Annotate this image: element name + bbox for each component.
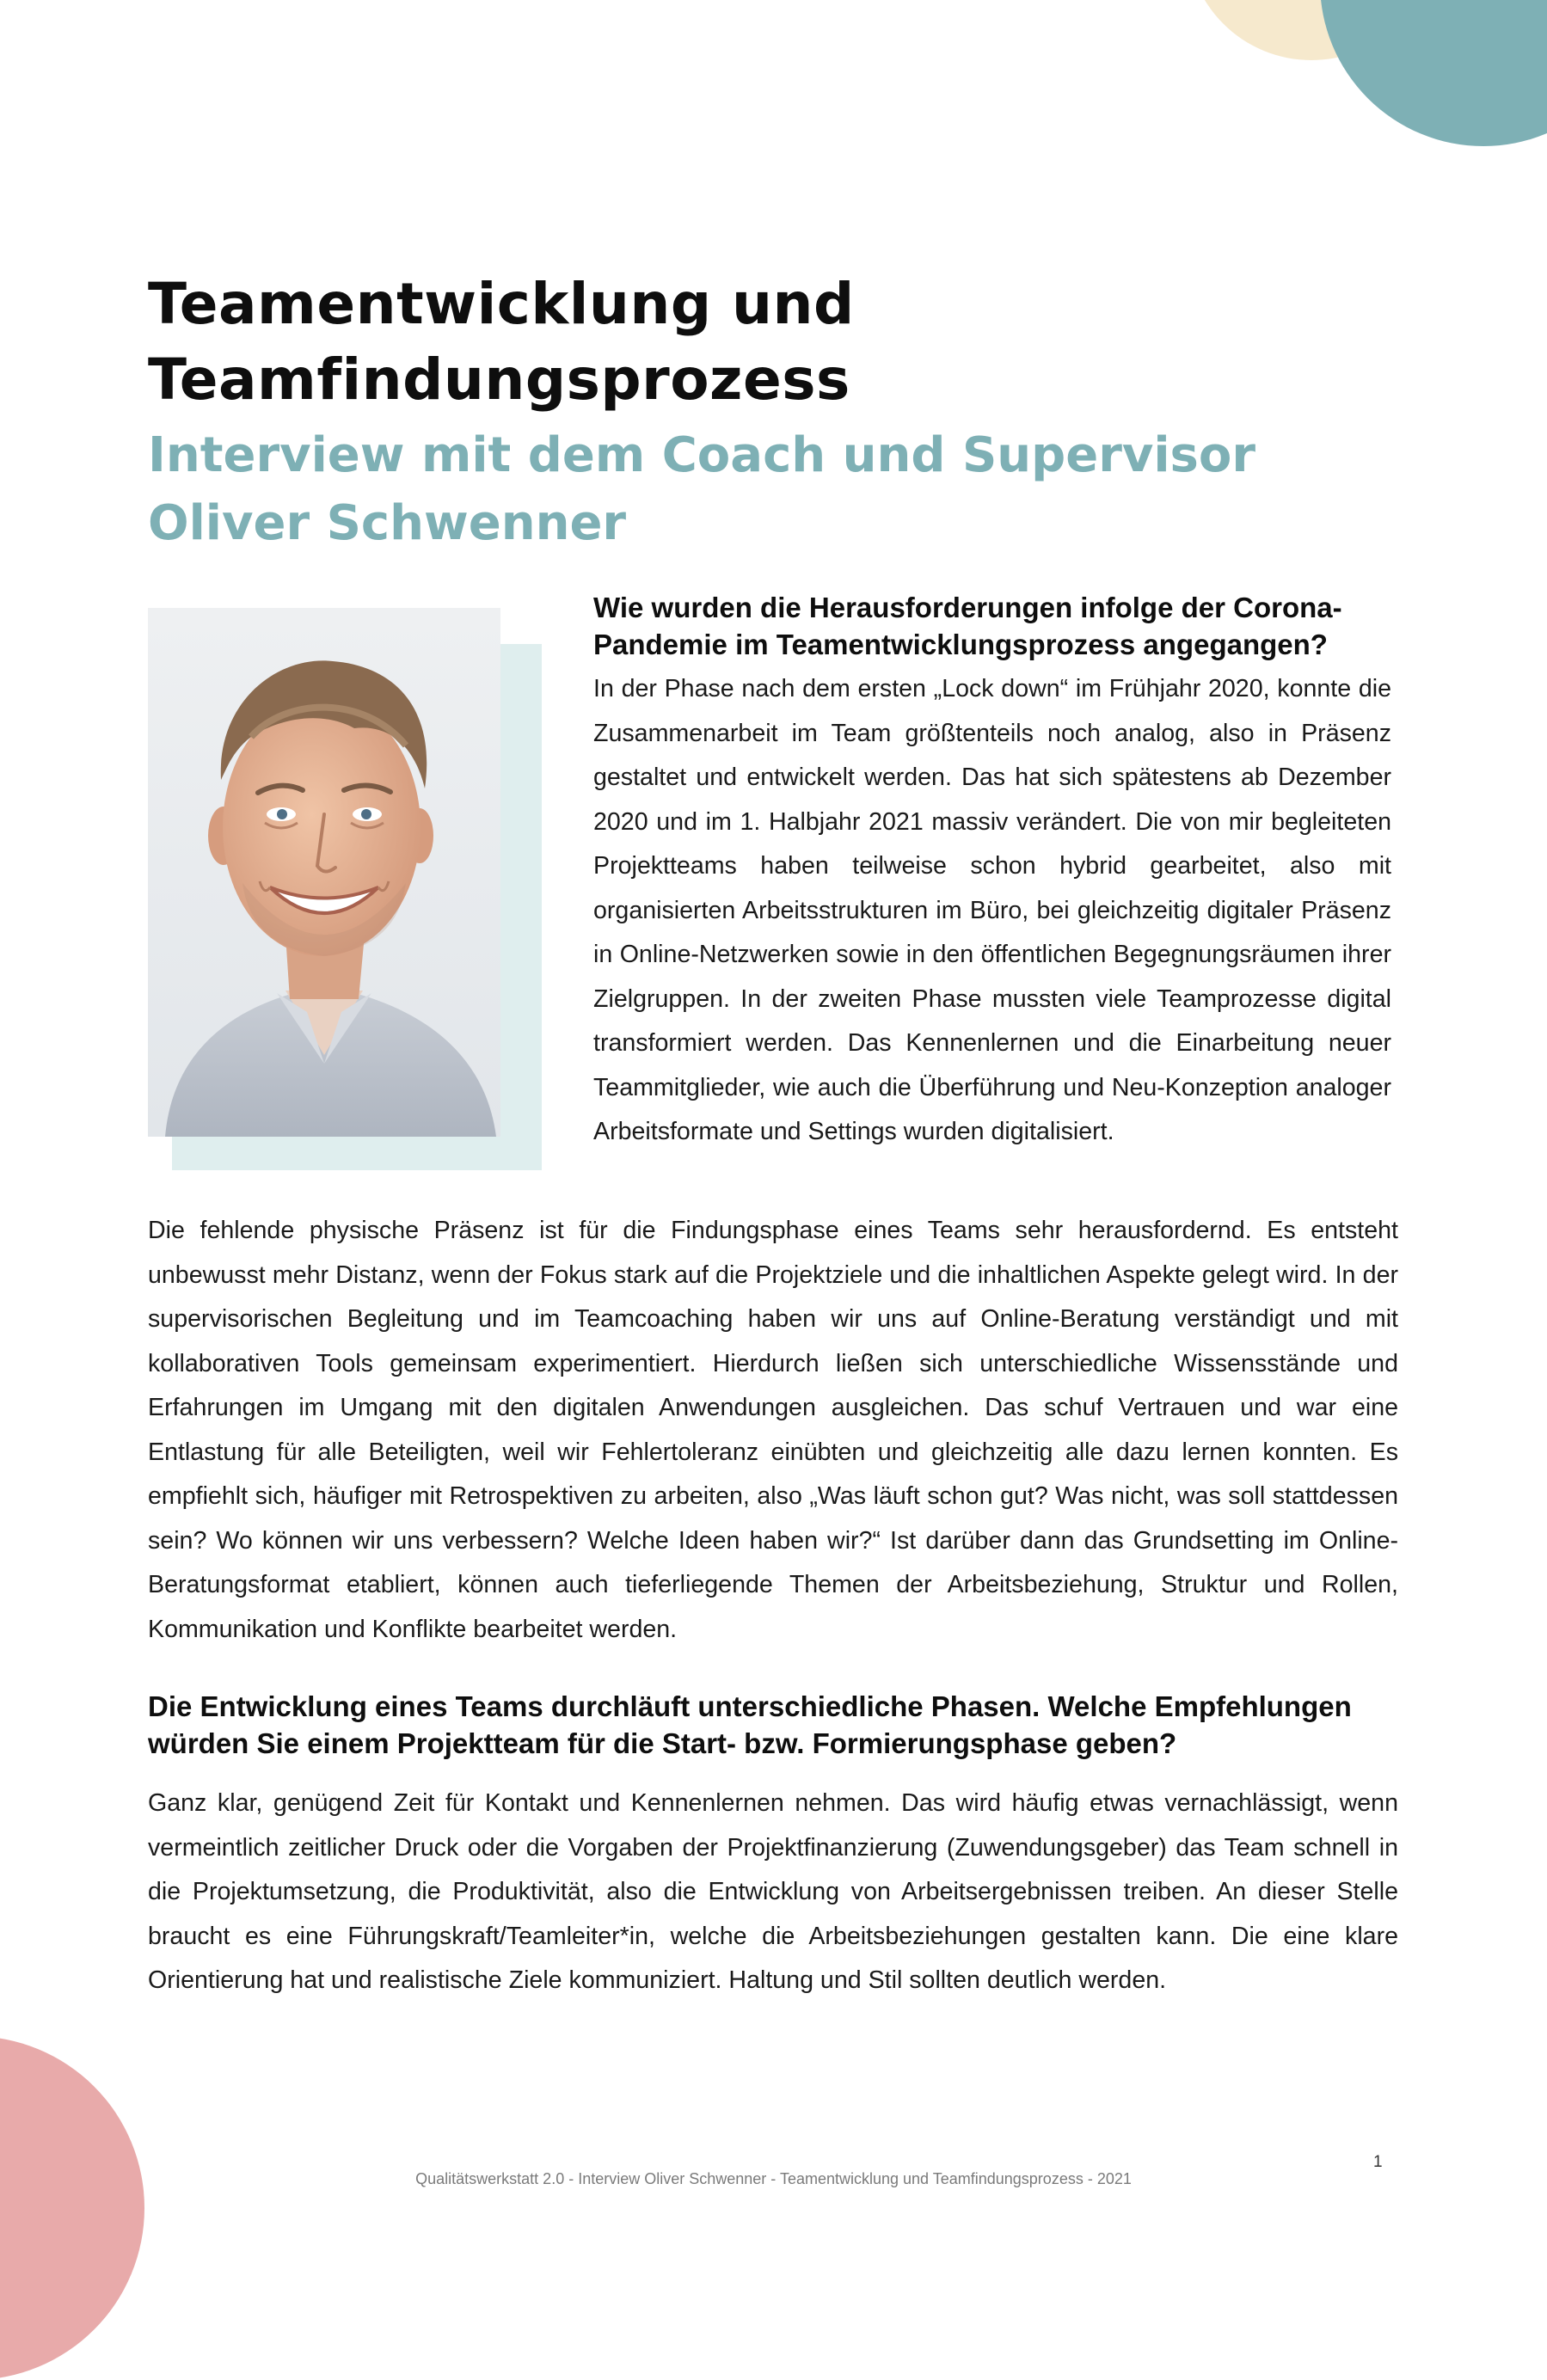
question-2: Die Entwicklung eines Teams durchläuft unterschiedliche Phasen. Welche Empfehlungen würden Sie einem Projektteam für die Start- bzw. Formierungsphase geben? — [148, 1690, 1352, 1759]
decorative-circle-pink — [0, 2036, 144, 2380]
subtitle-line-2: Oliver Schwenner — [148, 495, 627, 551]
answer-1-paragraph: In der Phase nach dem ersten „Lock down“ im Frühjahr 2020, konnte die Zusammenarbeit im Team größtenteils noch analog, also in Präsenz gestaltet und entwickelt werden. Das hat sich spätestens ab Dezember 2020 und im 1. Halbjahr 2021 massiv verändert. Die von mir begleiteten Projektteams haben teilweise schon hybrid gearbeitet, also mit organisierten Arbeitsstrukturen im Büro, bei gleichzeitig digitaler Präsenz in Online-Netzwerken sowie in den öffentlichen Begegnungsräumen ihrer Zielgruppen. In der zweiten Phase mussten viele Teamprozesse digital transformiert werden. Das Kennenlernen und die Einarbeitung neuer Teammitglieder, wie auch die Überführung und Neu-Konzeption analoger Arbeitsformate und Settings wurden digitalisiert. — [593, 675, 1391, 1145]
page-subtitle — [148, 421, 1255, 557]
subtitle-line-1: Interview mit dem Coach und Supervisor — [148, 427, 1255, 483]
title-line-2: Teamfindungsprozess — [148, 347, 850, 413]
portrait-photo — [148, 608, 500, 1137]
decorative-circle-teal — [1320, 0, 1547, 146]
answer-1-continuation: Die fehlende physische Präsenz ist für die Findungsphase eines Teams sehr herausfordernd. Es entsteht unbewusst mehr Distanz, wenn der Fokus stark auf die Projektziele und die inhaltlichen Aspekte gelegt wird. In der supervisorischen Begleitung und im Teamcoaching haben wir uns auf Online-Beratung verständigt und mit kollaborativen Tools gemeinsam experimentiert. Hierdurch ließen sich unterschiedliche Wissensstände und Erfahrungen im Umgang mit den digitalen Anwendungen ausgleichen. Das schuf Vertrauen und war eine Entlastung für alle Beteiligten, weil wir Fehlertoleranz einübten und gleichzeitig alle dazu lernen konnten. Es empfiehlt sich, häufiger mit Retrospektiven zu arbeiten, also „Was läuft schon gut? Was nicht, was soll stattdessen sein? Wo können wir uns verbessern? Welche Ideen haben wir?“ Ist darüber dann das Grundsetting im Online-Beratungsformat etabliert, können auch tieferliegende Themen der Arbeitsbeziehung, Struktur und Rollen, Kommunikation und Konflikte bearbeitet werden. — [148, 1217, 1398, 1643]
title-line-1: Teamentwicklung und — [148, 271, 855, 337]
page-title — [148, 267, 855, 418]
portrait-figure — [148, 608, 543, 1171]
answer-2-paragraph: Ganz klar, genügend Zeit für Kontakt und Kennenlernen nehmen. Das wird häufig etwas vernachlässigt, wenn vermeintlich zeitlicher Druck oder die Vorgaben der Projektfinanzierung (Zuwendungsgeber) das Team schnell in die Projektumsetzung, die Produktivität, also die Entwicklung von Arbeitsergebnissen treiben. An dieser Stelle braucht es eine Führungskraft/Teamleiter*in, welche die Arbeitsbeziehungen gestalten kann. Die eine klare Orientierung hat und realistische Ziele kommuniziert. Haltung und Stil sollten deutlich werden. — [148, 1789, 1398, 1994]
question-1: Wie wurden die Herausforderungen infolge der Corona-Pandemie im Teamentwicklungsprozess angegangen? — [593, 592, 1342, 660]
page-number: 1 — [1373, 2153, 1383, 2171]
page-footer: Qualitätswerkstatt 2.0 - Interview Oliver Schwenner - Teamentwicklung und Teamfindungsprozess - 2021 — [415, 2170, 1132, 2187]
